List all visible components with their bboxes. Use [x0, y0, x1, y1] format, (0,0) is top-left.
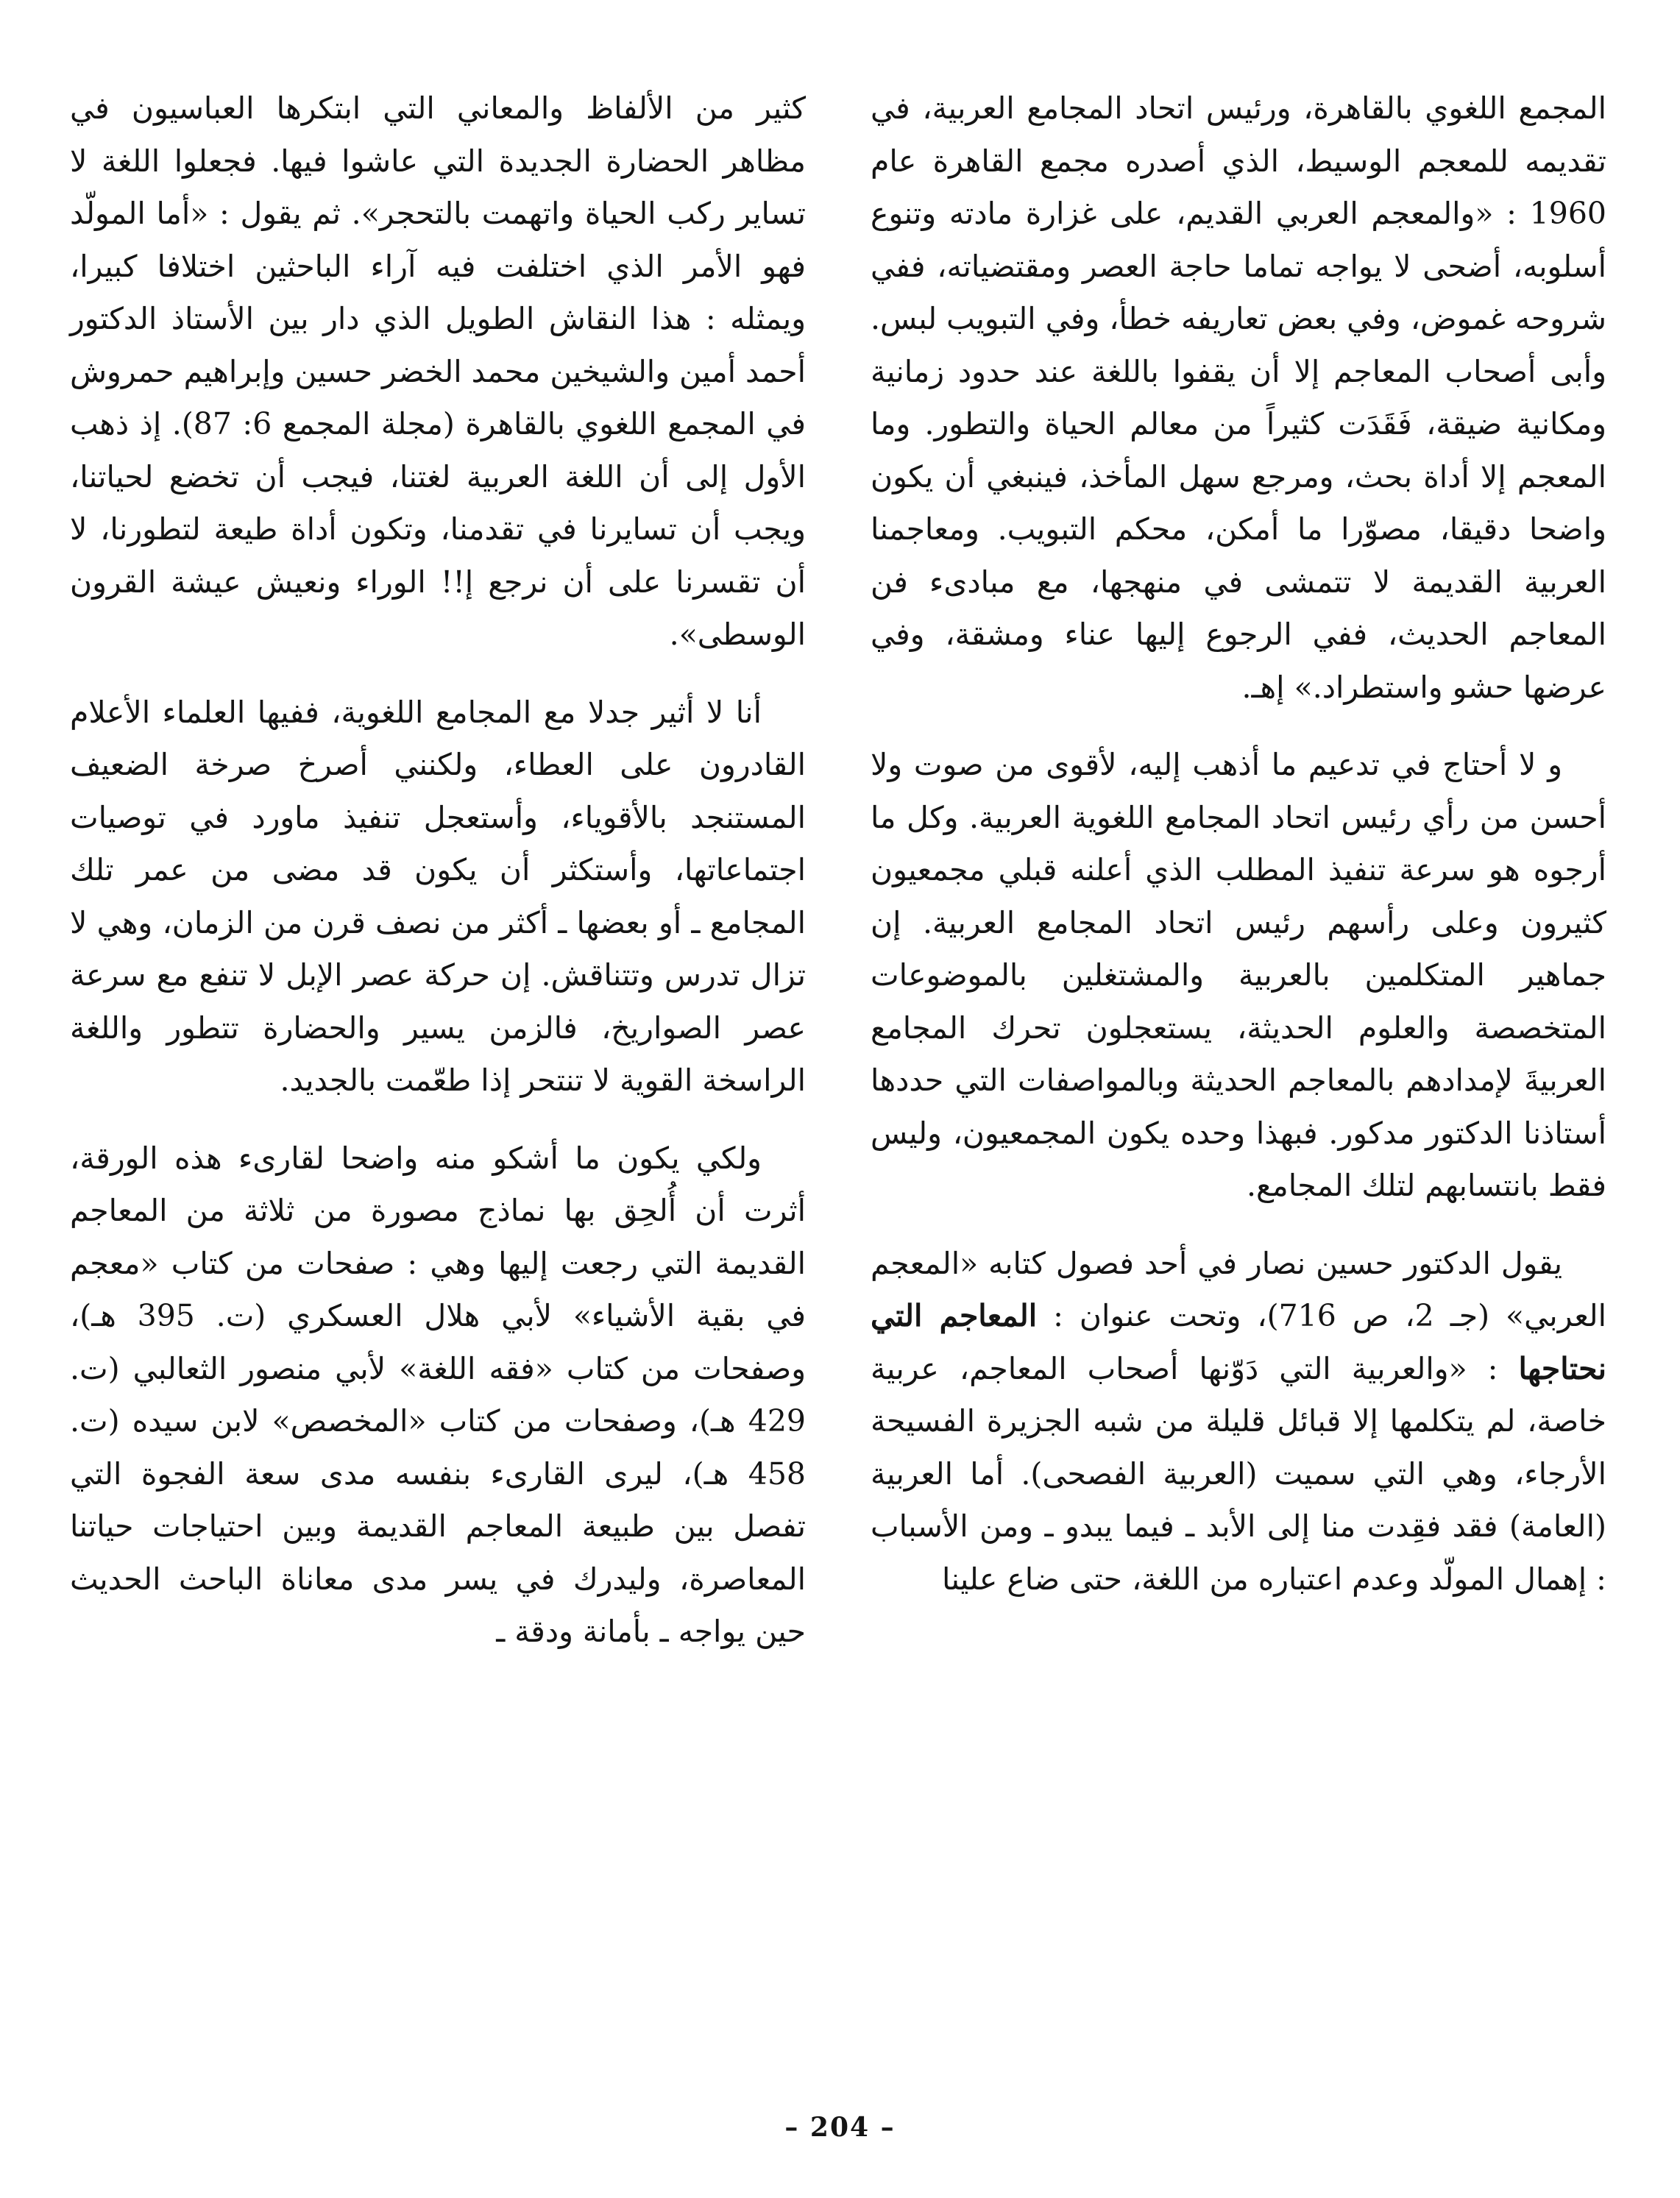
bold-heading: المعاجم التي نحتاجها: [871, 1298, 1606, 1386]
left-paragraph-3: ولكي يكون ما أشكو منه واضحا لقارىء هذه الورقة، أثرت أن أُلحِق بها نماذج مصورة من ثلاثة من المعاجم القديمة التي رجعت إليها وهي : صفحات من كتاب «معجم في بقية الأشياء» لأبي هلال العسكري (ت. 395 هـ)، وصفحات من كتاب «فقه اللغة» لأبي منصور الثعالبي (ت. 429 هـ)، وصفحات من كتاب «المخصص» لابن سيده (ت. 458 هـ)، ليرى القارىء بنفسه مدى سعة الفجوة التي تفصل بين طبيعة المعاجم القديمة وبين احتياجات حياتنا المعاصرة، وليدرك في يسر مدى معاناة الباحث الحديث حين يواجه ـ بأمانة ودقة ـ: [70, 1140, 806, 1649]
left-column: [70, 82, 806, 1659]
right-paragraph-1: المجمع اللغوي بالقاهرة، ورئيس اتحاد المجامع العربية، في تقديمه للمعجم الوسيط، الذي أصدره مجمع القاهرة عام 1960 : «والمعجم العربي القديم، على غزارة مادته وتنوع أسلوبه، أضحى لا يواجه تماما حاجة العصر ومقتضياته، ففي شروحه غموض، وفي بعض تعاريفه خطأ، وفي التبويب لبس. وأبى أصحاب المعاجم إلا أن يقفوا باللغة عند حدود زمانية ومكانية ضيقة، فَقَدَت كثيراً من معالم الحياة والتطور. وما المعجم إلا أداة بحث، ومرجع سهل المأخذ، فينبغي أن يكون واضحا دقيقا، مصوّرا ما أمكن، محكم التبويب. ومعاجمنا العربية القديمة لا تتمشى في منهجها، مع مبادىء فن المعاجم الحديث، ففي الرجوع إليها عناء ومشقة، وفي عرضها حشو واستطراد.» إهـ.: [870, 91, 1606, 705]
left-paragraph-1: كثير من الألفاظ والمعاني التي ابتكرها العباسيون في مظاهر الحضارة الجديدة التي عاشوا فيها. فجعلوا اللغة لا تساير ركب الحياة واتهمت بالتحجر». ثم يقول : «أما المولّد فهو الأمر الذي اختلفت فيه آراء الباحثين اختلافا كبيرا، ويمثله : هذا النقاش الطويل الذي دار بين الأستاذ الدكتور أحمد أمين والشيخين محمد الخضر حسين وإبراهيم حمروش في المجمع اللغوي بالقاهرة (مجلة المجمع 6: 87). إذ ذهب الأول إلى أن اللغة العربية لغتنا، فيجب أن تخضع لحياتنا، ويجب أن تسايرنا في تقدمنا، وتكون أداة طيعة لتطورنا، لا أن تقسرنا على أن نرجع إ!! الوراء ونعيش عيشة القرون الوسطى».: [70, 91, 806, 652]
paragraph-gap: [70, 662, 806, 687]
left-paragraph-2: أنا لا أثير جدلا مع المجامع اللغوية، ففيها العلماء الأعلام القادرون على العطاء، ولكنني أصرخ صرخة الضعيف المستنجد بالأقوياء، وأستعجل تنفيذ ماورد في توصيات اجتماعاتها، وأستكثر أن يكون قد مضى من عمر تلك المجامع ـ أو بعضها ـ أكثر من نصف قرن من الزمان، وهي لا تزال تدرس وتتناقش. إن حركة عصر الإبل لا تنفع مع سرعة عصر الصواريخ، فالزمن يسير والحضارة تتطور واللغة الراسخة القوية لا تنتحر إذا طعّمت بالجديد.: [70, 694, 806, 1098]
paragraph-gap: [70, 1107, 806, 1132]
quote-intro: يقول الدكتور حسين نصار في أحد فصول كتابه «المعجم العربي» (جـ 2، ص 716)، وتحت عنوان :: [871, 1245, 1607, 1333]
paragraph-gap: [871, 714, 1606, 739]
right-paragraph-3: [871, 1238, 1606, 1606]
right-column: [871, 82, 1606, 1606]
quote-body: : «والعربية التي دَوّنها أصحاب المعاجم، عربية خاصة، لم يتكلمها إلا قبائل قليلة من شبه الجزيرة الفسيحة الأرجاء، وهي التي سميت (العربية الفصحى). أما العربية (العامة) فقد فقِدت منا إلى الأبد ـ فيما يبدو ـ ومن الأسباب : إهمال المولّد وعدم اعتباره من اللغة، حتى ضاع علينا: [871, 1350, 1606, 1597]
right-paragraph-2: و لا أحتاج في تدعيم ما أذهب إليه، لأقوى من صوت ولا أحسن من رأي رئيس اتحاد المجامع اللغوية العربية. وكل ما أرجوه هو سرعة تنفيذ المطلب الذي أعلنه قبلي مجمعيون كثيرون وعلى رأسهم رئيس اتحاد المجامع العربية. إن جماهير المتكلمين بالعربية والمشتغلين بالموضوعات المتخصصة والعلوم الحديثة، يستعجلون تحرك المجامع العربيةَ لإمدادهم بالمعاجم الحديثة وبالمواصفات التي حددها أستاذنا الدكتور مدكور. فبهذا وحده يكون المجمعيون، وليس فقط بانتسابهم لتلك المجامع.: [871, 747, 1606, 1203]
page-number: – 204 –: [784, 2112, 896, 2143]
paragraph-gap: [871, 1213, 1606, 1238]
